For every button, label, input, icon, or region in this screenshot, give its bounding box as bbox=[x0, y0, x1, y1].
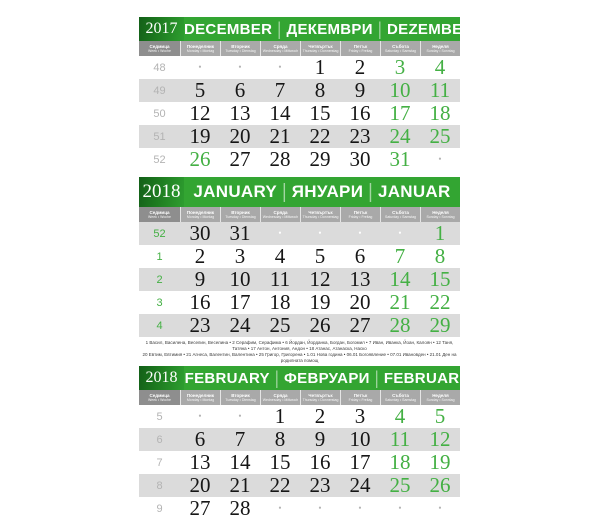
day-cell: 23 bbox=[189, 313, 211, 337]
day-cell: 23 bbox=[309, 473, 331, 497]
day-name-row bbox=[139, 41, 460, 56]
day-cell: 19 bbox=[429, 450, 451, 474]
day-name-cell: Сряда Wednesday • Mittwoch bbox=[260, 207, 300, 222]
day-cell: 25 bbox=[429, 124, 451, 148]
day-cell: 31 bbox=[229, 221, 251, 245]
day-cell: 1 bbox=[274, 404, 286, 428]
day-cell: 7 bbox=[274, 78, 286, 102]
day-cell: • bbox=[278, 503, 282, 513]
week-number: 7 bbox=[156, 456, 163, 469]
day-cell: 5 bbox=[314, 244, 326, 268]
day-cell: 18 bbox=[429, 101, 451, 125]
day-name-cell: Понеделник Monday • Montag bbox=[180, 390, 220, 405]
day-cell: • bbox=[398, 503, 402, 513]
week-number: 2 bbox=[156, 273, 163, 286]
day-cell: • bbox=[198, 411, 202, 421]
day-cell: 26 bbox=[429, 473, 451, 497]
day-cell: 8 bbox=[434, 244, 446, 268]
day-cell: 27 bbox=[349, 313, 371, 337]
day-cell: 9 bbox=[314, 427, 326, 451]
day-cell: 6 bbox=[354, 244, 366, 268]
day-name-row bbox=[139, 207, 460, 222]
year-label: 2018 bbox=[139, 177, 184, 207]
title-separator: | bbox=[274, 367, 280, 389]
month-name-en: FEBRUARY bbox=[184, 369, 270, 387]
day-cell: 29 bbox=[309, 147, 331, 171]
day-cell: 10 bbox=[229, 267, 251, 291]
week-number: 1 bbox=[156, 250, 163, 263]
day-cell: 21 bbox=[389, 290, 411, 314]
day-cell: 28 bbox=[229, 496, 251, 520]
day-cell: 21 bbox=[229, 473, 251, 497]
week-row bbox=[139, 102, 460, 125]
title-separator: | bbox=[374, 367, 379, 389]
week-row bbox=[139, 497, 460, 520]
week-row bbox=[139, 451, 460, 474]
month-name-de: DEZEMBER bbox=[387, 20, 474, 38]
day-cell: 12 bbox=[309, 267, 331, 291]
day-cell: 17 bbox=[389, 101, 411, 125]
day-cell: 15 bbox=[429, 267, 451, 291]
day-cell: 25 bbox=[389, 473, 411, 497]
week-number: 3 bbox=[156, 296, 163, 309]
day-cell: • bbox=[318, 228, 322, 238]
week-row bbox=[139, 314, 460, 337]
day-cell: 15 bbox=[309, 101, 331, 125]
day-cell: 31 bbox=[389, 147, 411, 171]
day-cell: 20 bbox=[189, 473, 211, 497]
day-cell: 28 bbox=[269, 147, 291, 171]
day-cell: 5 bbox=[194, 78, 206, 102]
day-cell: 11 bbox=[389, 427, 411, 451]
month-title bbox=[184, 17, 474, 41]
week-row bbox=[139, 268, 460, 291]
day-cell: 20 bbox=[349, 290, 371, 314]
day-cell: 10 bbox=[389, 78, 411, 102]
day-cell: 15 bbox=[269, 450, 291, 474]
day-name-cell: Четвъртък Thursday • Donnerstag bbox=[300, 207, 340, 222]
day-cell: • bbox=[278, 228, 282, 238]
day-cell: 13 bbox=[229, 101, 251, 125]
three-month-calendar bbox=[139, 17, 474, 520]
day-name-cell: Четвъртък Thursday • Donnerstag bbox=[300, 41, 340, 56]
day-name-cell: Вторник Tuesday • Dienstag bbox=[220, 207, 260, 222]
day-cell: 10 bbox=[349, 427, 371, 451]
week-number: 50 bbox=[153, 107, 166, 120]
month-name-bg: ФЕВРУАРИ bbox=[284, 369, 370, 387]
week-number: 5 bbox=[156, 410, 163, 423]
day-name-cell: Сряда Wednesday • Mittwoch bbox=[260, 41, 300, 56]
day-name-cell: Събота Saturday • Samstag bbox=[380, 41, 420, 56]
day-cell: • bbox=[438, 154, 442, 164]
day-cell: 16 bbox=[349, 101, 371, 125]
nameday-legend bbox=[141, 340, 458, 364]
day-cell: 14 bbox=[389, 267, 411, 291]
day-cell: 2 bbox=[194, 244, 206, 268]
month-december bbox=[139, 17, 474, 171]
week-number: 49 bbox=[153, 84, 166, 97]
nameday-legend-line1: 1 Васил, Василена, Веселин, Веселина • 2 Серафим, Серафима • 6 Йордан, Йорданка, Богдан, Богомил • 7 Иван, Иванка, Йоан, Калоян • 12 Таня, Татяна • 17 Антон, Антония, Андон • 18 Атанас, Атанаска, Наско bbox=[145, 340, 454, 351]
day-cell: 26 bbox=[189, 147, 211, 171]
month-title bbox=[184, 366, 460, 390]
day-name-cell: Сряда Wednesday • Mittwoch bbox=[260, 390, 300, 405]
month-header-bar bbox=[139, 177, 460, 207]
week-row bbox=[139, 222, 460, 245]
month-january bbox=[139, 177, 460, 337]
day-cell: • bbox=[198, 62, 202, 72]
day-cell: 22 bbox=[269, 473, 291, 497]
day-name-cell: Четвъртък Thursday • Donnerstag bbox=[300, 390, 340, 405]
month-february bbox=[139, 366, 460, 520]
day-cell: • bbox=[318, 503, 322, 513]
day-cell: • bbox=[438, 503, 442, 513]
day-cell: 6 bbox=[194, 427, 206, 451]
title-separator: | bbox=[282, 180, 287, 203]
day-cell: 13 bbox=[349, 267, 371, 291]
day-name-cell: Събота Saturday • Samstag bbox=[380, 390, 420, 405]
nameday-legend-line2: 20 Евтим, Евтимия • 21 Агнеса, Валентин, Валентина • 25 Григор, Григорена • 1.01 Нова година • 06.01 Богоявление • 07.01 Ивановден • 21.01 Ден на родилната помощ bbox=[142, 352, 457, 363]
day-name-cell: Неделя Sunday • Sonntag bbox=[420, 207, 460, 222]
day-cell: 14 bbox=[269, 101, 291, 125]
week-number: 4 bbox=[156, 319, 163, 332]
day-cell: • bbox=[358, 228, 362, 238]
day-cell: 11 bbox=[269, 267, 291, 291]
day-cell: 12 bbox=[429, 427, 451, 451]
title-separator: | bbox=[368, 180, 373, 203]
week-row bbox=[139, 291, 460, 314]
day-cell: 5 bbox=[434, 404, 446, 428]
week-column-header: Седмица Week • Woche bbox=[139, 41, 180, 56]
day-cell: • bbox=[238, 62, 242, 72]
day-cell: 1 bbox=[314, 55, 326, 79]
day-cell: 14 bbox=[229, 450, 251, 474]
day-name-cell: Неделя Sunday • Sonntag bbox=[420, 41, 460, 56]
day-cell: 4 bbox=[394, 404, 406, 428]
day-cell: 18 bbox=[389, 450, 411, 474]
week-column-header: Седмица Week • Woche bbox=[139, 390, 180, 405]
year-label: 2018 bbox=[139, 366, 184, 390]
day-cell: 27 bbox=[229, 147, 251, 171]
day-name-cell: Понеделник Monday • Montag bbox=[180, 41, 220, 56]
week-row bbox=[139, 245, 460, 268]
day-cell: • bbox=[278, 62, 282, 72]
day-cell: 7 bbox=[234, 427, 246, 451]
day-cell: 12 bbox=[189, 101, 211, 125]
week-row bbox=[139, 405, 460, 428]
day-name-row bbox=[139, 390, 460, 405]
day-cell: 17 bbox=[349, 450, 371, 474]
year-label: 2017 bbox=[139, 17, 184, 41]
day-cell: 20 bbox=[229, 124, 251, 148]
day-cell: 21 bbox=[269, 124, 291, 148]
day-cell: 18 bbox=[269, 290, 291, 314]
day-cell: 23 bbox=[349, 124, 371, 148]
day-cell: 4 bbox=[434, 55, 446, 79]
day-cell: 4 bbox=[274, 244, 286, 268]
day-name-cell: Вторник Tuesday • Dienstag bbox=[220, 390, 260, 405]
day-cell: 26 bbox=[309, 313, 331, 337]
week-row bbox=[139, 79, 460, 102]
week-row bbox=[139, 56, 460, 79]
day-cell: 19 bbox=[189, 124, 211, 148]
day-cell: 27 bbox=[189, 496, 211, 520]
day-cell: 2 bbox=[354, 55, 366, 79]
day-name-cell: Петък Friday • Freitag bbox=[340, 390, 380, 405]
day-cell: 3 bbox=[354, 404, 366, 428]
week-number: 51 bbox=[153, 130, 166, 143]
week-number: 52 bbox=[153, 153, 166, 166]
month-name-de: FEBRUAR bbox=[383, 369, 460, 387]
day-name-cell: Неделя Sunday • Sonntag bbox=[420, 390, 460, 405]
day-cell: 6 bbox=[234, 78, 246, 102]
day-cell: 24 bbox=[349, 473, 371, 497]
day-cell: 3 bbox=[234, 244, 246, 268]
day-cell: 16 bbox=[189, 290, 211, 314]
day-cell: 22 bbox=[429, 290, 451, 314]
title-separator: | bbox=[377, 18, 383, 40]
day-cell: 9 bbox=[194, 267, 206, 291]
day-cell: 24 bbox=[229, 313, 251, 337]
month-name-bg: ЯНУАРИ bbox=[291, 182, 364, 201]
day-name-cell: Петък Friday • Freitag bbox=[340, 41, 380, 56]
day-cell: 13 bbox=[189, 450, 211, 474]
week-number: 9 bbox=[156, 502, 163, 515]
day-cell: 1 bbox=[434, 221, 446, 245]
day-cell: 30 bbox=[189, 221, 211, 245]
week-number: 52 bbox=[153, 227, 166, 240]
title-separator: | bbox=[277, 18, 282, 40]
day-cell: 8 bbox=[274, 427, 286, 451]
week-row bbox=[139, 148, 460, 171]
day-cell: 11 bbox=[429, 78, 451, 102]
month-header-bar bbox=[139, 366, 460, 390]
day-cell: • bbox=[398, 228, 402, 238]
month-name-de: JANUAR bbox=[377, 182, 451, 201]
day-cell: 2 bbox=[314, 404, 326, 428]
day-cell: • bbox=[238, 411, 242, 421]
week-number: 8 bbox=[156, 479, 163, 492]
month-name-en: JANUARY bbox=[193, 182, 278, 201]
month-title bbox=[184, 177, 460, 207]
day-cell: 16 bbox=[309, 450, 331, 474]
month-name-en: DECEMBER bbox=[184, 20, 273, 38]
day-cell: 19 bbox=[309, 290, 331, 314]
day-cell: 3 bbox=[394, 55, 406, 79]
week-number: 48 bbox=[153, 61, 166, 74]
month-header-bar bbox=[139, 17, 474, 41]
month-name-bg: ДЕКЕМВРИ bbox=[286, 20, 373, 38]
week-row bbox=[139, 474, 460, 497]
day-cell: 29 bbox=[429, 313, 451, 337]
day-cell: • bbox=[358, 503, 362, 513]
day-name-cell: Понеделник Monday • Montag bbox=[180, 207, 220, 222]
day-cell: 8 bbox=[314, 78, 326, 102]
week-row bbox=[139, 428, 460, 451]
day-cell: 25 bbox=[269, 313, 291, 337]
day-cell: 7 bbox=[394, 244, 406, 268]
day-name-cell: Събота Saturday • Samstag bbox=[380, 207, 420, 222]
day-cell: 30 bbox=[349, 147, 371, 171]
day-cell: 28 bbox=[389, 313, 411, 337]
day-name-cell: Вторник Tuesday • Dienstag bbox=[220, 41, 260, 56]
day-name-cell: Петък Friday • Freitag bbox=[340, 207, 380, 222]
day-cell: 9 bbox=[354, 78, 366, 102]
week-number: 6 bbox=[156, 433, 163, 446]
day-cell: 17 bbox=[229, 290, 251, 314]
day-cell: 22 bbox=[309, 124, 331, 148]
week-column-header: Седмица Week • Woche bbox=[139, 207, 180, 222]
day-cell: 24 bbox=[389, 124, 411, 148]
week-row bbox=[139, 125, 460, 148]
